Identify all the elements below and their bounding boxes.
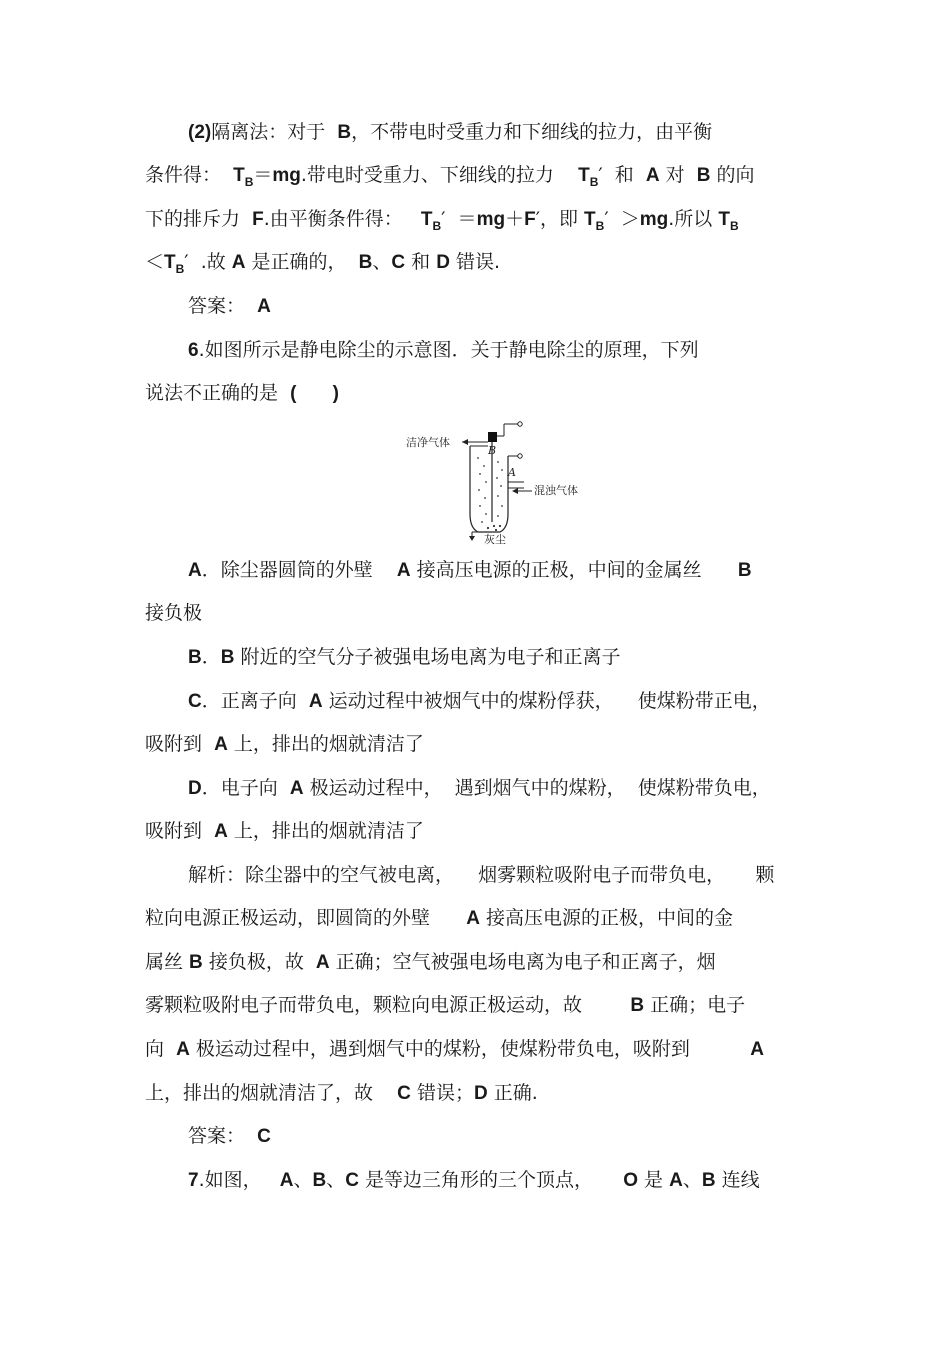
text-line-l11 bbox=[188, 687, 771, 716]
text-run: ＋ bbox=[505, 208, 525, 230]
symbol: (2) bbox=[188, 122, 212, 143]
symbol: O bbox=[623, 1170, 639, 1191]
text-run: 、 bbox=[293, 1169, 313, 1191]
text-run: 上，排出的烟就清洁了 bbox=[227, 820, 424, 842]
dirty-gas-label: 混浊气体 bbox=[534, 484, 578, 497]
text-run: 极运动过程中， 遇到烟气中的煤粉， 使煤粉带负电， bbox=[303, 777, 771, 799]
text-line-l8 bbox=[188, 556, 752, 585]
symbol: 6 bbox=[188, 340, 199, 361]
text-run bbox=[296, 382, 332, 404]
text-line-l6 bbox=[188, 336, 699, 365]
text-line-l7 bbox=[145, 379, 339, 408]
symbol: A bbox=[308, 691, 323, 712]
text-run: 答案： bbox=[188, 1125, 258, 1147]
dust-label: 灰尘 bbox=[484, 533, 506, 546]
text-line-l2 bbox=[145, 161, 755, 191]
symbol: B bbox=[701, 1170, 716, 1191]
symbol: F bbox=[524, 209, 536, 230]
symbol: T bbox=[164, 252, 176, 273]
symbol: B bbox=[630, 995, 645, 1016]
text-line-l20 bbox=[145, 1079, 538, 1108]
symbol: A bbox=[669, 1170, 683, 1191]
symbol: D bbox=[436, 252, 450, 273]
text-run: 正确；电子 bbox=[644, 994, 746, 1016]
symbol: ) bbox=[332, 383, 339, 404]
text-line-l21 bbox=[188, 1122, 271, 1151]
symbol: A bbox=[214, 734, 228, 755]
symbol: A bbox=[188, 560, 202, 581]
symbol: ( bbox=[290, 383, 297, 404]
subscript: B bbox=[595, 219, 605, 233]
text-run: ．正离子向 bbox=[201, 690, 309, 712]
text-run: .带电时受重力、下细线的拉力 bbox=[300, 164, 579, 186]
text-run: 的向 bbox=[710, 164, 755, 186]
symbol: A bbox=[396, 560, 411, 581]
text-run: 解析：除尘器中的空气被电离， 烟雾颗粒吸附电子而带负电， 颗 bbox=[188, 864, 775, 886]
text-run: 运动过程中被烟气中的煤粉俘获， 使煤粉带正电， bbox=[322, 690, 771, 712]
symbol: C bbox=[345, 1170, 359, 1191]
text-run: 接高压电源的正极，中间的金属丝 bbox=[410, 559, 738, 581]
text-run: ′ 和 bbox=[598, 164, 646, 186]
text-run: ′ .故 bbox=[184, 251, 232, 273]
text-run: ′ ＞ bbox=[604, 208, 640, 230]
symbol: F bbox=[252, 209, 264, 230]
text-run: .所以 bbox=[668, 208, 719, 230]
text-run: 接负极 bbox=[145, 602, 203, 624]
text-run: 接高压电源的正极，中间的金 bbox=[479, 907, 734, 929]
terminal-a bbox=[518, 454, 522, 458]
electrostatic-precipitator-diagram bbox=[400, 418, 630, 548]
symbol: B bbox=[696, 165, 711, 186]
symbol: T bbox=[233, 165, 245, 186]
symbol: A bbox=[176, 1039, 190, 1060]
text-line-l5 bbox=[188, 292, 271, 321]
symbol: B bbox=[312, 1170, 327, 1191]
text-run: 吸附到 bbox=[145, 733, 215, 755]
symbol: B bbox=[337, 122, 352, 143]
text-run: ，不带电时受重力和下细线的拉力，由平衡 bbox=[351, 121, 713, 143]
symbol: mg bbox=[272, 165, 301, 186]
text-run: ． bbox=[201, 646, 221, 668]
text-line-l1 bbox=[188, 118, 712, 147]
symbol: A bbox=[279, 1170, 294, 1191]
symbol: B bbox=[737, 560, 752, 581]
text-line-l9 bbox=[145, 599, 202, 627]
symbol: A bbox=[231, 252, 246, 273]
dust-particles bbox=[477, 457, 503, 531]
symbol: mg bbox=[639, 209, 669, 230]
symbol: T bbox=[578, 165, 590, 186]
text-run: 、 bbox=[326, 1169, 346, 1191]
text-run: 下的排斥力 bbox=[145, 208, 253, 230]
text-run: 答案： bbox=[188, 295, 258, 317]
symbol: 7 bbox=[188, 1170, 199, 1191]
text-run: .如图所示是静电除尘的示意图．关于静电除尘的原理，下列 bbox=[198, 339, 699, 361]
text-line-l16 bbox=[145, 904, 733, 933]
text-run: ．除尘器圆筒的外壁 bbox=[201, 559, 397, 581]
symbol: T bbox=[718, 209, 730, 230]
text-line-l15 bbox=[188, 861, 774, 889]
symbol: A bbox=[466, 908, 480, 929]
text-run: 属丝 bbox=[145, 951, 190, 973]
symbol: T bbox=[420, 209, 433, 230]
text-run: 极运动过程中，遇到烟气中的煤粉，使煤粉带负电，吸附到 bbox=[189, 1038, 751, 1060]
text-run: ′，即 bbox=[535, 208, 585, 230]
text-run: 是 bbox=[638, 1169, 670, 1191]
text-run: 、 bbox=[372, 251, 392, 273]
text-run: ′ ＝ bbox=[441, 208, 477, 230]
text-run: 说法不正确的是 bbox=[145, 382, 291, 404]
symbol: A bbox=[645, 165, 660, 186]
symbol: B bbox=[358, 252, 373, 273]
subscript: B bbox=[244, 175, 254, 189]
symbol: B bbox=[189, 952, 203, 973]
text-run: 错误. bbox=[449, 251, 501, 273]
symbol: C bbox=[391, 252, 406, 273]
text-line-l13 bbox=[188, 774, 771, 803]
text-run: 正确；空气被强电场电离为电子和正离子，烟 bbox=[329, 951, 716, 973]
text-run: ＝ bbox=[253, 164, 273, 186]
terminal-top bbox=[518, 422, 522, 426]
text-run: 附近的空气分子被强电场电离为电子和正离子 bbox=[234, 646, 621, 668]
text-run: 接负极，故 bbox=[202, 951, 316, 973]
text-run: 连线 bbox=[715, 1169, 760, 1191]
symbol: D bbox=[473, 1083, 488, 1104]
subscript: B bbox=[175, 262, 185, 276]
text-line-l10 bbox=[188, 643, 621, 672]
text-line-l3 bbox=[145, 205, 739, 235]
text-run: 上，排出的烟就清洁了，故 bbox=[145, 1082, 398, 1104]
text-run: 是等边三角形的三个顶点， bbox=[358, 1169, 624, 1191]
symbol: T bbox=[584, 209, 596, 230]
text-run: 雾颗粒吸附电子而带负电，颗粒向电源正极运动，故 bbox=[145, 994, 631, 1016]
text-run: 上，排出的烟就清洁了 bbox=[227, 733, 424, 755]
subscript: B bbox=[432, 219, 442, 233]
text-run: 对 bbox=[659, 164, 697, 186]
insulator-top bbox=[488, 432, 497, 442]
text-run: .由平衡条件得： bbox=[263, 208, 421, 230]
text-run: 和 bbox=[405, 251, 437, 273]
text-line-l22 bbox=[188, 1166, 760, 1195]
text-run: 是正确的， bbox=[245, 251, 359, 273]
symbol: B bbox=[220, 647, 235, 668]
symbol: A bbox=[289, 778, 304, 799]
text-line-l17 bbox=[145, 948, 716, 977]
label-b: B bbox=[488, 444, 497, 457]
text-line-l18 bbox=[145, 991, 745, 1020]
text-run: ＜ bbox=[145, 251, 165, 273]
text-run: 条件得： bbox=[145, 164, 234, 186]
text-run: 向 bbox=[145, 1038, 177, 1060]
symbol: mg bbox=[476, 209, 506, 230]
text-run: .如图， bbox=[198, 1169, 280, 1191]
text-run: ．电子向 bbox=[201, 777, 290, 799]
symbol: C bbox=[397, 1083, 411, 1104]
symbol: C bbox=[257, 1126, 271, 1147]
text-line-l14 bbox=[145, 817, 424, 846]
clean-gas-label: 洁净气体 bbox=[406, 436, 450, 449]
subscript: B bbox=[589, 175, 599, 189]
cylinder-bottom bbox=[470, 514, 508, 532]
text-line-l4 bbox=[145, 248, 500, 278]
text-run: 、 bbox=[682, 1169, 702, 1191]
symbol: A bbox=[750, 1039, 764, 1060]
symbol: B bbox=[188, 647, 202, 668]
label-a: A bbox=[508, 466, 516, 479]
text-run: 粒向电源正极运动，即圆筒的外壁 bbox=[145, 907, 467, 929]
clean-gas-arrow bbox=[462, 439, 468, 445]
text-line-l19 bbox=[145, 1035, 764, 1064]
symbol: A bbox=[214, 821, 228, 842]
text-run: 错误； bbox=[410, 1082, 474, 1104]
dust-arrow bbox=[469, 536, 475, 541]
text-line-l12 bbox=[145, 730, 424, 759]
text-run: 吸附到 bbox=[145, 820, 215, 842]
text-run: 正确. bbox=[487, 1082, 538, 1104]
subscript: B bbox=[729, 219, 739, 233]
symbol: D bbox=[188, 778, 202, 799]
text-run: 隔离法：对于 bbox=[211, 121, 338, 143]
symbol: A bbox=[257, 296, 271, 317]
symbol: A bbox=[315, 952, 330, 973]
symbol: C bbox=[188, 691, 202, 712]
